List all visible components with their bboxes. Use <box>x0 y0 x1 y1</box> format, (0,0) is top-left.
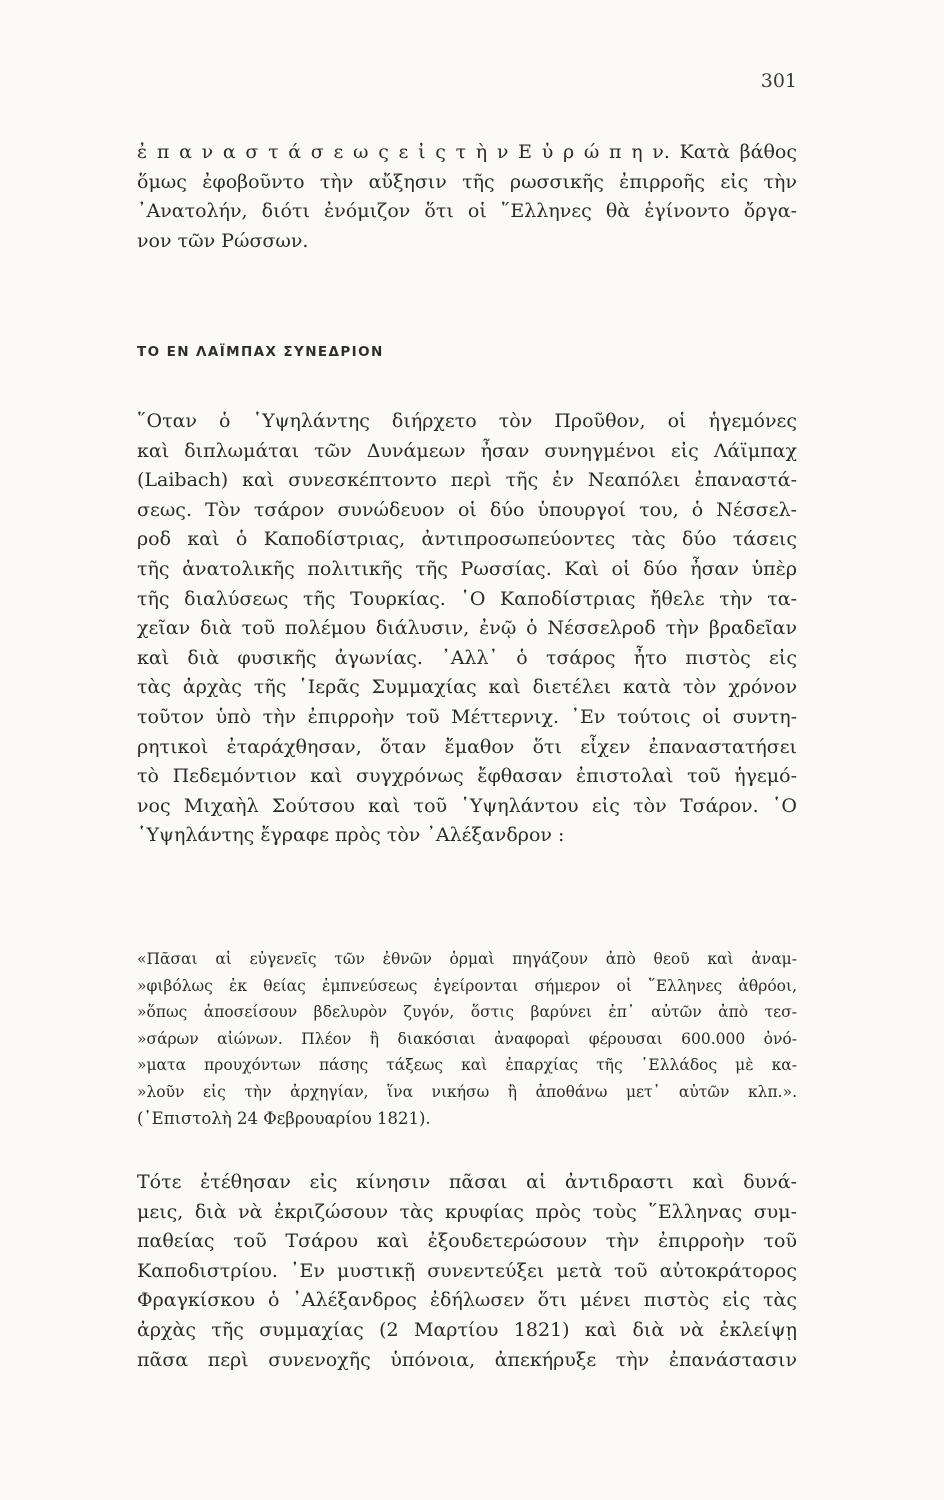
text-line: παθείας τοῦ Τσάρου καὶ ἐξουδετερώσουν τὴν ἐπιρροὴν τοῦ <box>137 1230 797 1253</box>
page-number: 301 <box>760 70 797 92</box>
text-line: ῾Υψηλάντης ἔγραφε πρὸς τὸν ᾿Αλέξανδρον : <box>137 824 565 847</box>
text-line: νον τῶν Ρώσσων. <box>137 229 309 252</box>
letter-quotation <box>137 946 797 1132</box>
closing-paragraph <box>137 1168 797 1375</box>
text-line: ᾿Ανατολήν, διότι ἐνόμιζον ὅτι οἱ ῞Ελληνες θὰ ἐγίνοντο ὄργα- <box>137 200 797 223</box>
quote-line: »σάρων αἰώνων. Πλέον ἢ διακόσιαι ἀναφοραὶ φέρουσαι 600.000 ὀνό- <box>137 1029 797 1048</box>
text-line: ροδ καὶ ὁ Καποδίστριας, ἀντιπροσωπεύοντες τὰς δύο τάσεις <box>137 528 797 551</box>
text-line: χεῖαν διὰ τοῦ πολέμου διάλυσιν, ἐνῷ ὁ Νέσσελροδ τὴν βραδεῖαν <box>137 617 797 640</box>
quote-citation: (᾿Επιστολὴ 24 Φεβρουαρίου 1821). <box>137 1108 431 1128</box>
text-line: νος Μιχαὴλ Σούτσου καὶ τοῦ ῾Υψηλάντου εἰς τὸν Τσάρον. ῾Ο <box>137 794 797 817</box>
text-line: (Laibach) καὶ συνεσκέπτοντο περὶ τῆς ἐν Νεαπόλει ἐπαναστά- <box>137 469 797 492</box>
text-line: καὶ διπλωμάται τῶν Δυνάμεων ἦσαν συνηγμένοι εἰς Λάϊμπαχ <box>137 439 797 462</box>
text-line: ὅμως ἐφοβοῦντο τὴν αὔξησιν τῆς ρωσσικῆς ἐπιρροῆς εἰς τὴν <box>137 170 797 193</box>
opening-paragraph <box>137 138 797 256</box>
text-line: Τότε ἐτέθησαν εἰς κίνησιν πᾶσαι αἱ ἀντιδραστι καὶ δυνά- <box>137 1171 797 1193</box>
text-line: ῞Οταν ὁ ῾Υψηλάντης διήρχετο τὸν Προῦθον, οἱ ἡγεμόνες <box>137 410 797 432</box>
text-line: σεως. Τὸν τσάρον συνώδευον οἱ δύο ὑπουργοί του, ὁ Νέσσελ- <box>137 498 797 521</box>
text-line: τὸ Πεδεμόντιον καὶ συγχρόνως ἔφθασαν ἐπιστολαὶ τοῦ ἡγεμό- <box>137 765 797 788</box>
text-line: ἐ π α ν α σ τ ά σ ε ω ς ε ἰ ς τ ὴ ν Ε ὐ ρ ώ π η ν. Κατὰ βάθος <box>137 141 797 163</box>
text-line: τῆς διαλύσεως τῆς Τουρκίας. ῾Ο Καποδίστριας ἤθελε τὴν τα- <box>137 587 797 610</box>
text-line: ἀρχὰς τῆς συμμαχίας (2 Μαρτίου 1821) καὶ διὰ νὰ ἐκλείψῃ <box>137 1318 797 1341</box>
text-line: τὰς ἀρχὰς τῆς ῾Ιερᾶς Συμμαχίας καὶ διετέλει κατὰ τὸν χρόνον <box>137 676 797 699</box>
text-line: μεις, διὰ νὰ ἐκριζώσουν τὰς κρυφίας πρὸς τοὺς ῞Ελληνας συμ- <box>137 1200 797 1223</box>
quote-line: «Πᾶσαι αἱ εὐγενεῖς τῶν ἐθνῶν ὁρμαὶ πηγάζουν ἀπὸ θεοῦ καὶ ἀναμ- <box>137 950 797 968</box>
text-line: πᾶσα περὶ συνενοχῆς ὑπόνοια, ἀπεκήρυξε τὴν ἐπανάστασιν <box>137 1348 797 1371</box>
text-line: καὶ διὰ φυσικῆς ἀγωνίας. ᾿Αλλ᾿ ὁ τσάρος ἦτο πιστὸς εἰς <box>137 646 797 669</box>
text-line: Καποδιστρίου. ᾿Εν μυστικῇ συνεντεύξει μετὰ τοῦ αὐτοκράτορος <box>137 1259 797 1282</box>
section-paragraph <box>137 407 797 851</box>
text-line: Φραγκίσκου ὁ ᾿Αλέξανδρος ἐδήλωσεν ὅτι μένει πιστὸς εἰς τὰς <box>137 1289 797 1312</box>
text-line: ρητικοὶ ἐταράχθησαν, ὅταν ἔμαθον ὅτι εἶχεν ἐπαναστατήσει <box>137 735 797 758</box>
text-line: τῆς ἀνατολικῆς πολιτικῆς τῆς Ρωσσίας. Καὶ οἱ δύο ἦσαν ὑπὲρ <box>137 557 797 580</box>
text-line: τοῦτον ὑπὸ τὴν ἐπιρροὴν τοῦ Μέττερνιχ. ᾿Εν τούτοις οἱ συντη- <box>137 705 797 728</box>
quote-line: »φιβόλως ἐκ θείας ἐμπνεύσεως ἐγείρονται σήμερον οἱ ῞Ελληνες ἀθρόοι, <box>137 976 797 995</box>
quote-line: »ματα προυχόντων πάσης τάξεως καὶ ἐπαρχίας τῆς ῾Ελλάδος μὲ κα- <box>137 1056 797 1075</box>
quote-line: »λοῦν εἰς τὴν ἀρχηγίαν, ἵνα νικήσω ἢ ἀποθάνω μετ᾿ αὐτῶν κλπ.». <box>137 1082 797 1101</box>
quote-line: »ὅπως ἀποσείσουν βδελυρὸν ζυγόν, ὅστις βαρύνει ἐπ᾿ αὐτῶν ἀπὸ τεσ- <box>137 1003 797 1022</box>
section-heading: ΤΟ ΕΝ ΛΑΪΜΠΑΧ ΣΥΝΕΔΡΙΟΝ <box>137 344 384 360</box>
